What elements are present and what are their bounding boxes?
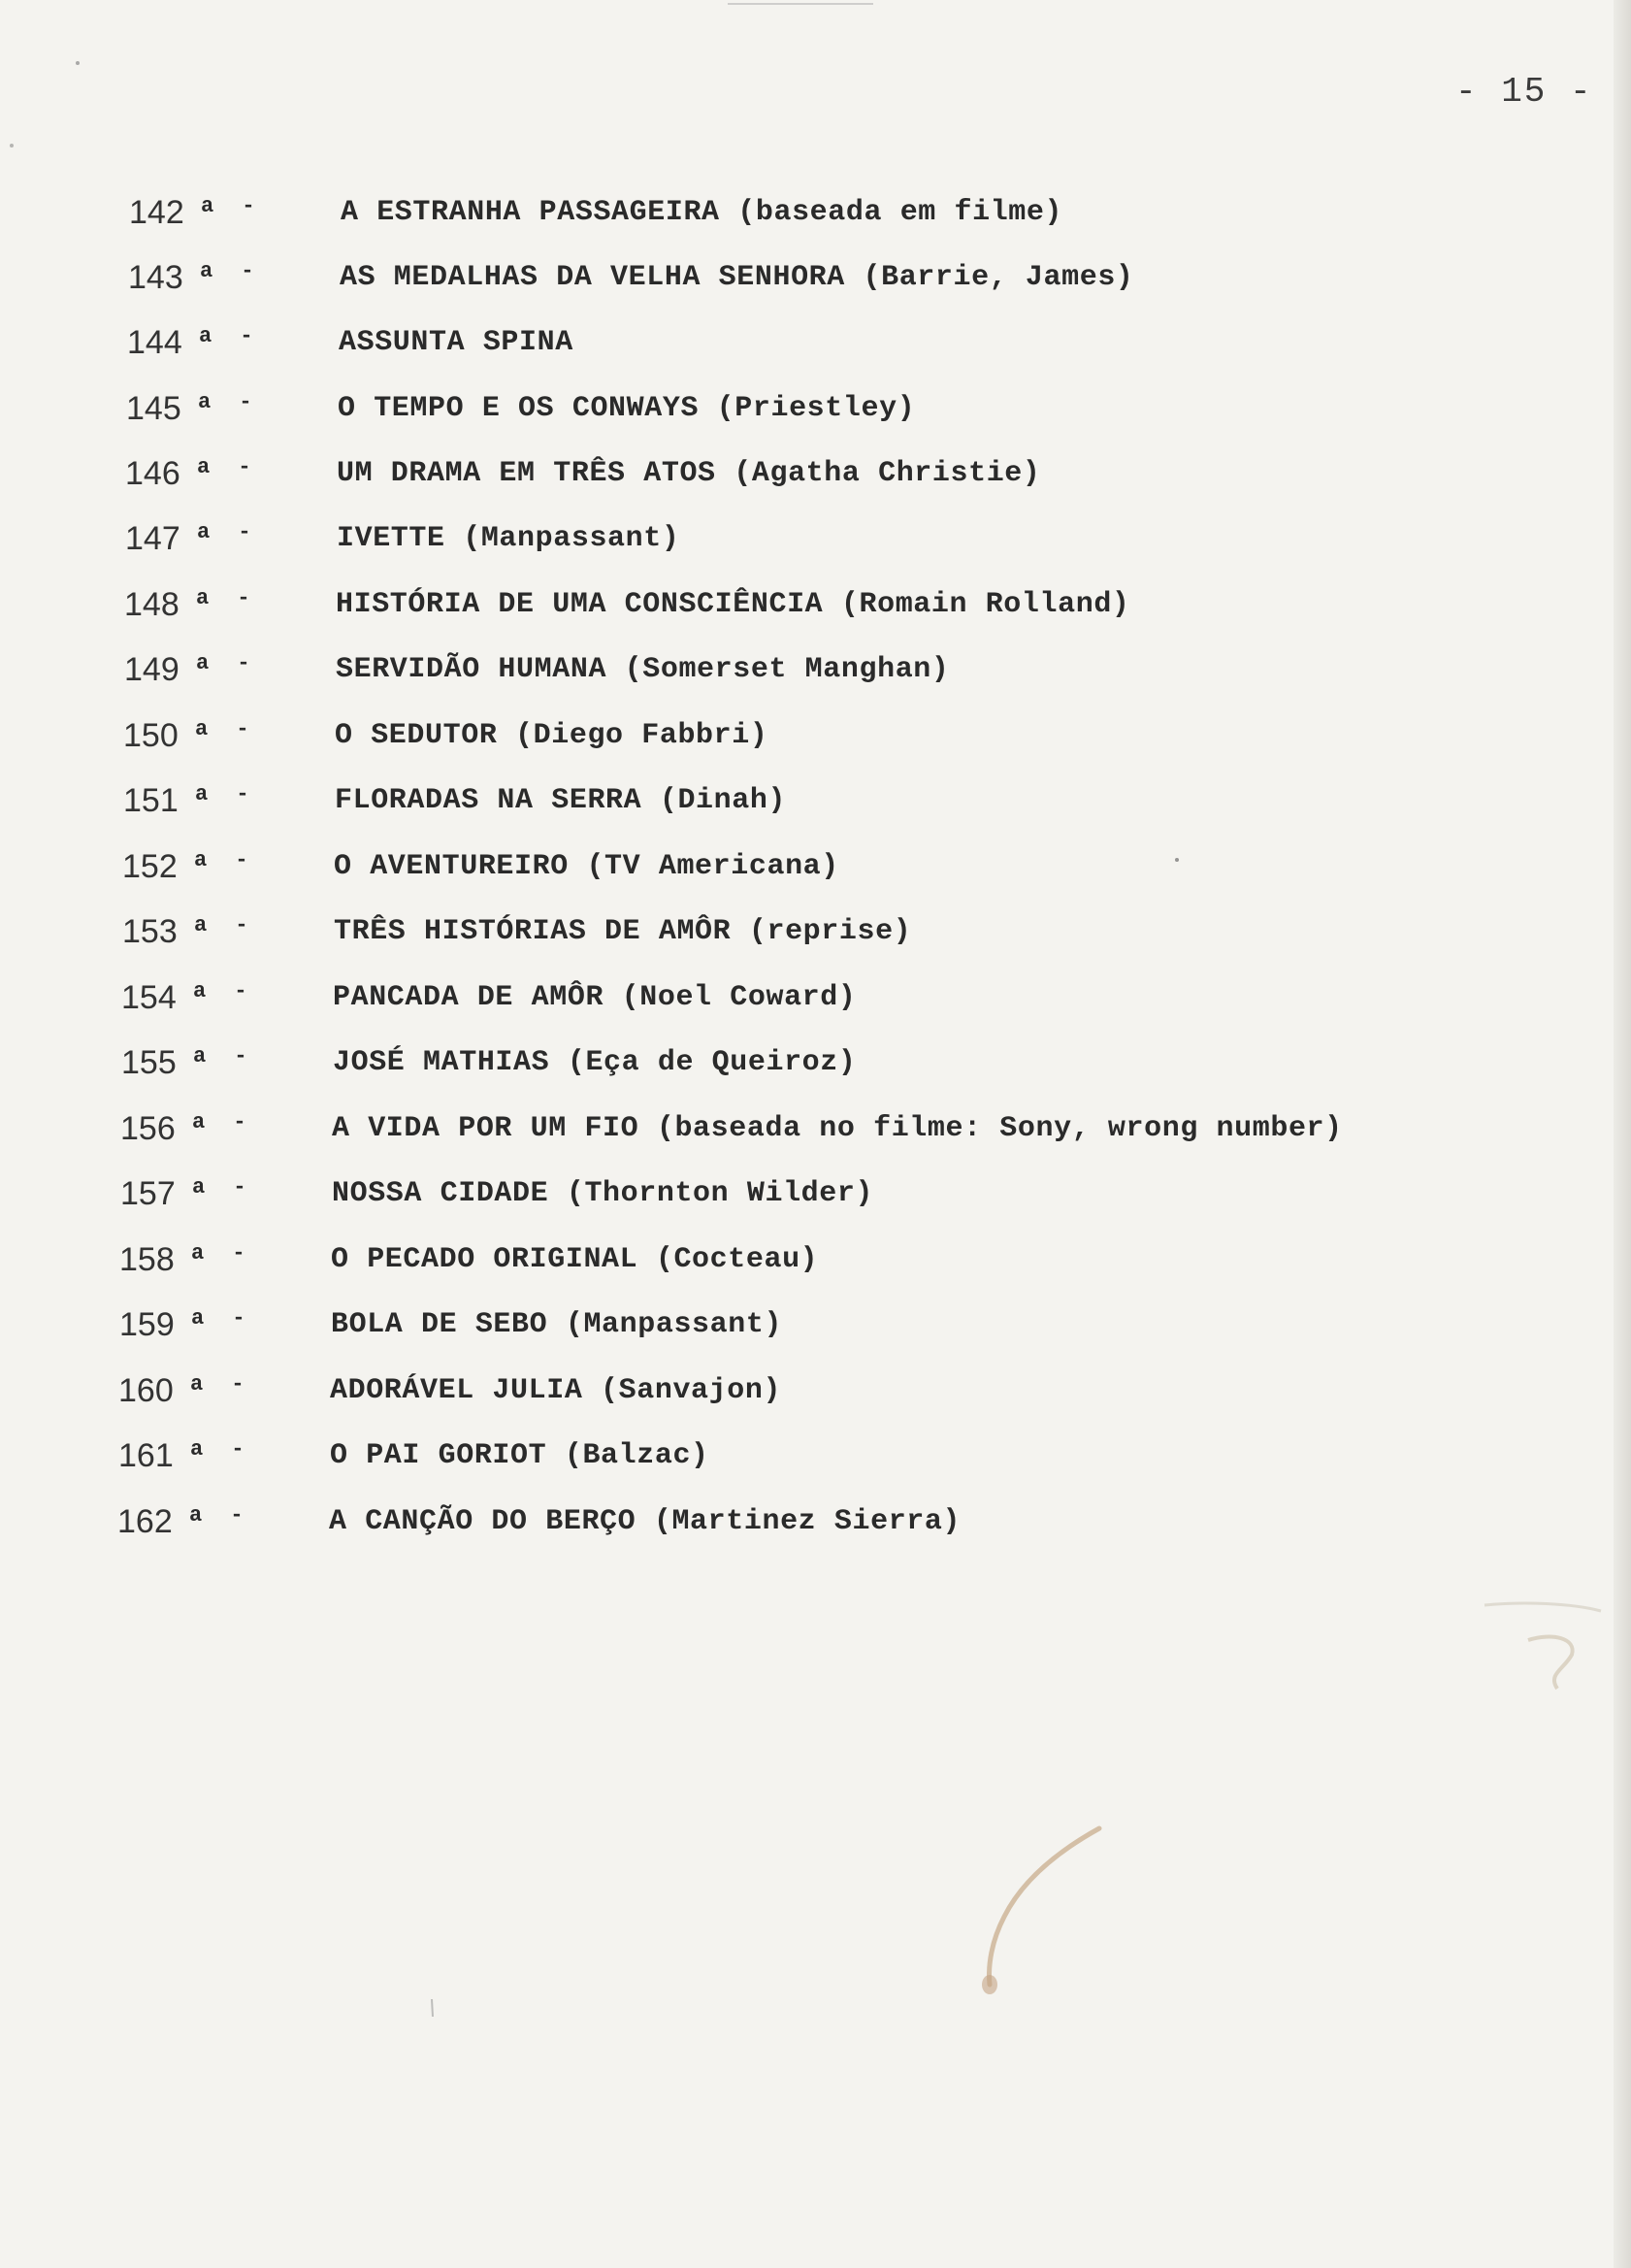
dust-speck — [10, 144, 14, 148]
entry-title: ASSUNTA SPINA — [339, 326, 573, 359]
entry-number: 162 — [117, 1503, 173, 1540]
water-stain-mark — [1528, 1636, 1573, 1689]
entry-suffix: a - — [194, 913, 256, 937]
entry-suffix: a - — [192, 1110, 254, 1134]
entry-suffix: a - — [192, 1175, 254, 1200]
list-item — [122, 907, 1631, 956]
entry-suffix: a - — [193, 1044, 255, 1068]
entry-number: 159 — [119, 1306, 175, 1343]
entry-title: UM DRAMA EM TRÊS ATOS (Agatha Christie) — [337, 457, 1041, 490]
list-item — [121, 973, 1631, 1022]
ink-drop-mark — [982, 1975, 997, 1994]
entry-number: 142 — [129, 194, 184, 231]
dust-speck — [76, 61, 80, 65]
entry-suffix: a - — [201, 194, 263, 218]
entry-title: PANCADA DE AMÔR (Noel Coward) — [333, 981, 857, 1014]
entry-title: SERVIDÃO HUMANA (Somerset Manghan) — [336, 653, 950, 686]
entry-number: 156 — [120, 1110, 176, 1147]
entry-title: IVETTE (Manpassant) — [337, 522, 680, 555]
entry-number: 147 — [125, 520, 180, 557]
entry-title: NOSSA CIDADE (Thornton Wilder) — [332, 1177, 874, 1210]
entry-suffix: a - — [194, 848, 256, 872]
entry-number: 145 — [126, 390, 181, 427]
list-item — [124, 580, 1631, 629]
list-item — [118, 1366, 1631, 1415]
entry-number: 153 — [122, 913, 178, 950]
list-item — [128, 253, 1631, 302]
entry-number: 154 — [121, 979, 177, 1016]
entry-title: O PECADO ORIGINAL (Cocteau) — [331, 1243, 819, 1276]
entry-suffix: a - — [191, 1241, 253, 1265]
entry-suffix: a - — [193, 979, 255, 1003]
entry-number: 155 — [121, 1044, 177, 1081]
list-item — [120, 1169, 1631, 1218]
entry-title: HISTÓRIA DE UMA CONSCIÊNCIA (Romain Rolland) — [336, 588, 1130, 621]
entry-suffix: a - — [195, 782, 257, 806]
entry-number: 143 — [128, 259, 183, 296]
entry-title: O TEMPO E OS CONWAYS (Priestley) — [338, 392, 916, 425]
page-number: - 15 - — [1455, 72, 1593, 112]
list-item — [125, 449, 1631, 498]
entry-number: 148 — [124, 586, 179, 623]
entry-suffix: a - — [191, 1306, 253, 1331]
list-item — [127, 318, 1631, 367]
entry-title: A VIDA POR UM FIO (baseada no filme: Sony, wrong number) — [332, 1112, 1343, 1145]
list-item — [123, 711, 1631, 760]
entry-number: 157 — [120, 1175, 176, 1212]
list-item — [118, 1431, 1631, 1480]
entry-suffix: a - — [199, 324, 261, 348]
entry-title: O PAI GORIOT (Balzac) — [330, 1439, 709, 1472]
entry-title: O SEDUTOR (Diego Fabbri) — [335, 719, 768, 752]
entry-number: 149 — [124, 651, 179, 688]
entry-title: ADORÁVEL JULIA (Sanvajon) — [330, 1374, 782, 1407]
entry-number: 152 — [122, 848, 178, 885]
entry-suffix: a - — [200, 259, 262, 283]
ink-stroke-mark — [990, 1828, 1099, 1985]
list-item — [119, 1300, 1631, 1349]
entry-suffix: a - — [196, 586, 258, 610]
entry-suffix: a - — [198, 390, 260, 414]
entry-suffix: a - — [190, 1372, 252, 1397]
list-item — [122, 842, 1631, 891]
entry-suffix: a - — [189, 1503, 251, 1528]
entry-suffix: a - — [195, 717, 257, 741]
list-item — [120, 1104, 1631, 1153]
entry-title: BOLA DE SEBO (Manpassant) — [331, 1308, 783, 1341]
list-item — [125, 514, 1631, 563]
list-item — [126, 384, 1631, 433]
entry-title: JOSÉ MATHIAS (Eça de Queiroz) — [333, 1046, 857, 1079]
entry-number: 150 — [123, 717, 179, 754]
entry-title: TRÊS HISTÓRIAS DE AMÔR (reprise) — [334, 915, 912, 948]
entry-number: 146 — [125, 455, 180, 492]
entry-number: 144 — [127, 324, 182, 361]
list-item — [117, 1497, 1631, 1546]
entry-number: 151 — [123, 782, 179, 819]
entry-title: A ESTRANHA PASSAGEIRA (baseada em filme) — [341, 196, 1063, 229]
entry-number: 158 — [119, 1241, 175, 1278]
entry-title: A CANÇÃO DO BERÇO (Martinez Sierra) — [329, 1505, 962, 1538]
entry-number: 161 — [118, 1437, 174, 1474]
entry-title: FLORADAS NA SERRA (Dinah) — [335, 784, 787, 817]
entry-title: O AVENTUREIRO (TV Americana) — [334, 850, 839, 883]
pencil-mark — [432, 1999, 433, 2017]
entry-suffix: a - — [197, 520, 259, 544]
entry-suffix: a - — [190, 1437, 252, 1462]
entry-title: AS MEDALHAS DA VELHA SENHORA (Barrie, James) — [340, 261, 1134, 294]
list-item — [129, 188, 1631, 237]
list-item — [124, 645, 1631, 694]
entry-number: 160 — [118, 1372, 174, 1409]
list-item — [123, 776, 1631, 825]
water-stain-mark — [1484, 1603, 1601, 1611]
list-item — [121, 1038, 1631, 1087]
list-item — [119, 1235, 1631, 1284]
entry-suffix: a - — [196, 651, 258, 675]
entry-suffix: a - — [197, 455, 259, 479]
